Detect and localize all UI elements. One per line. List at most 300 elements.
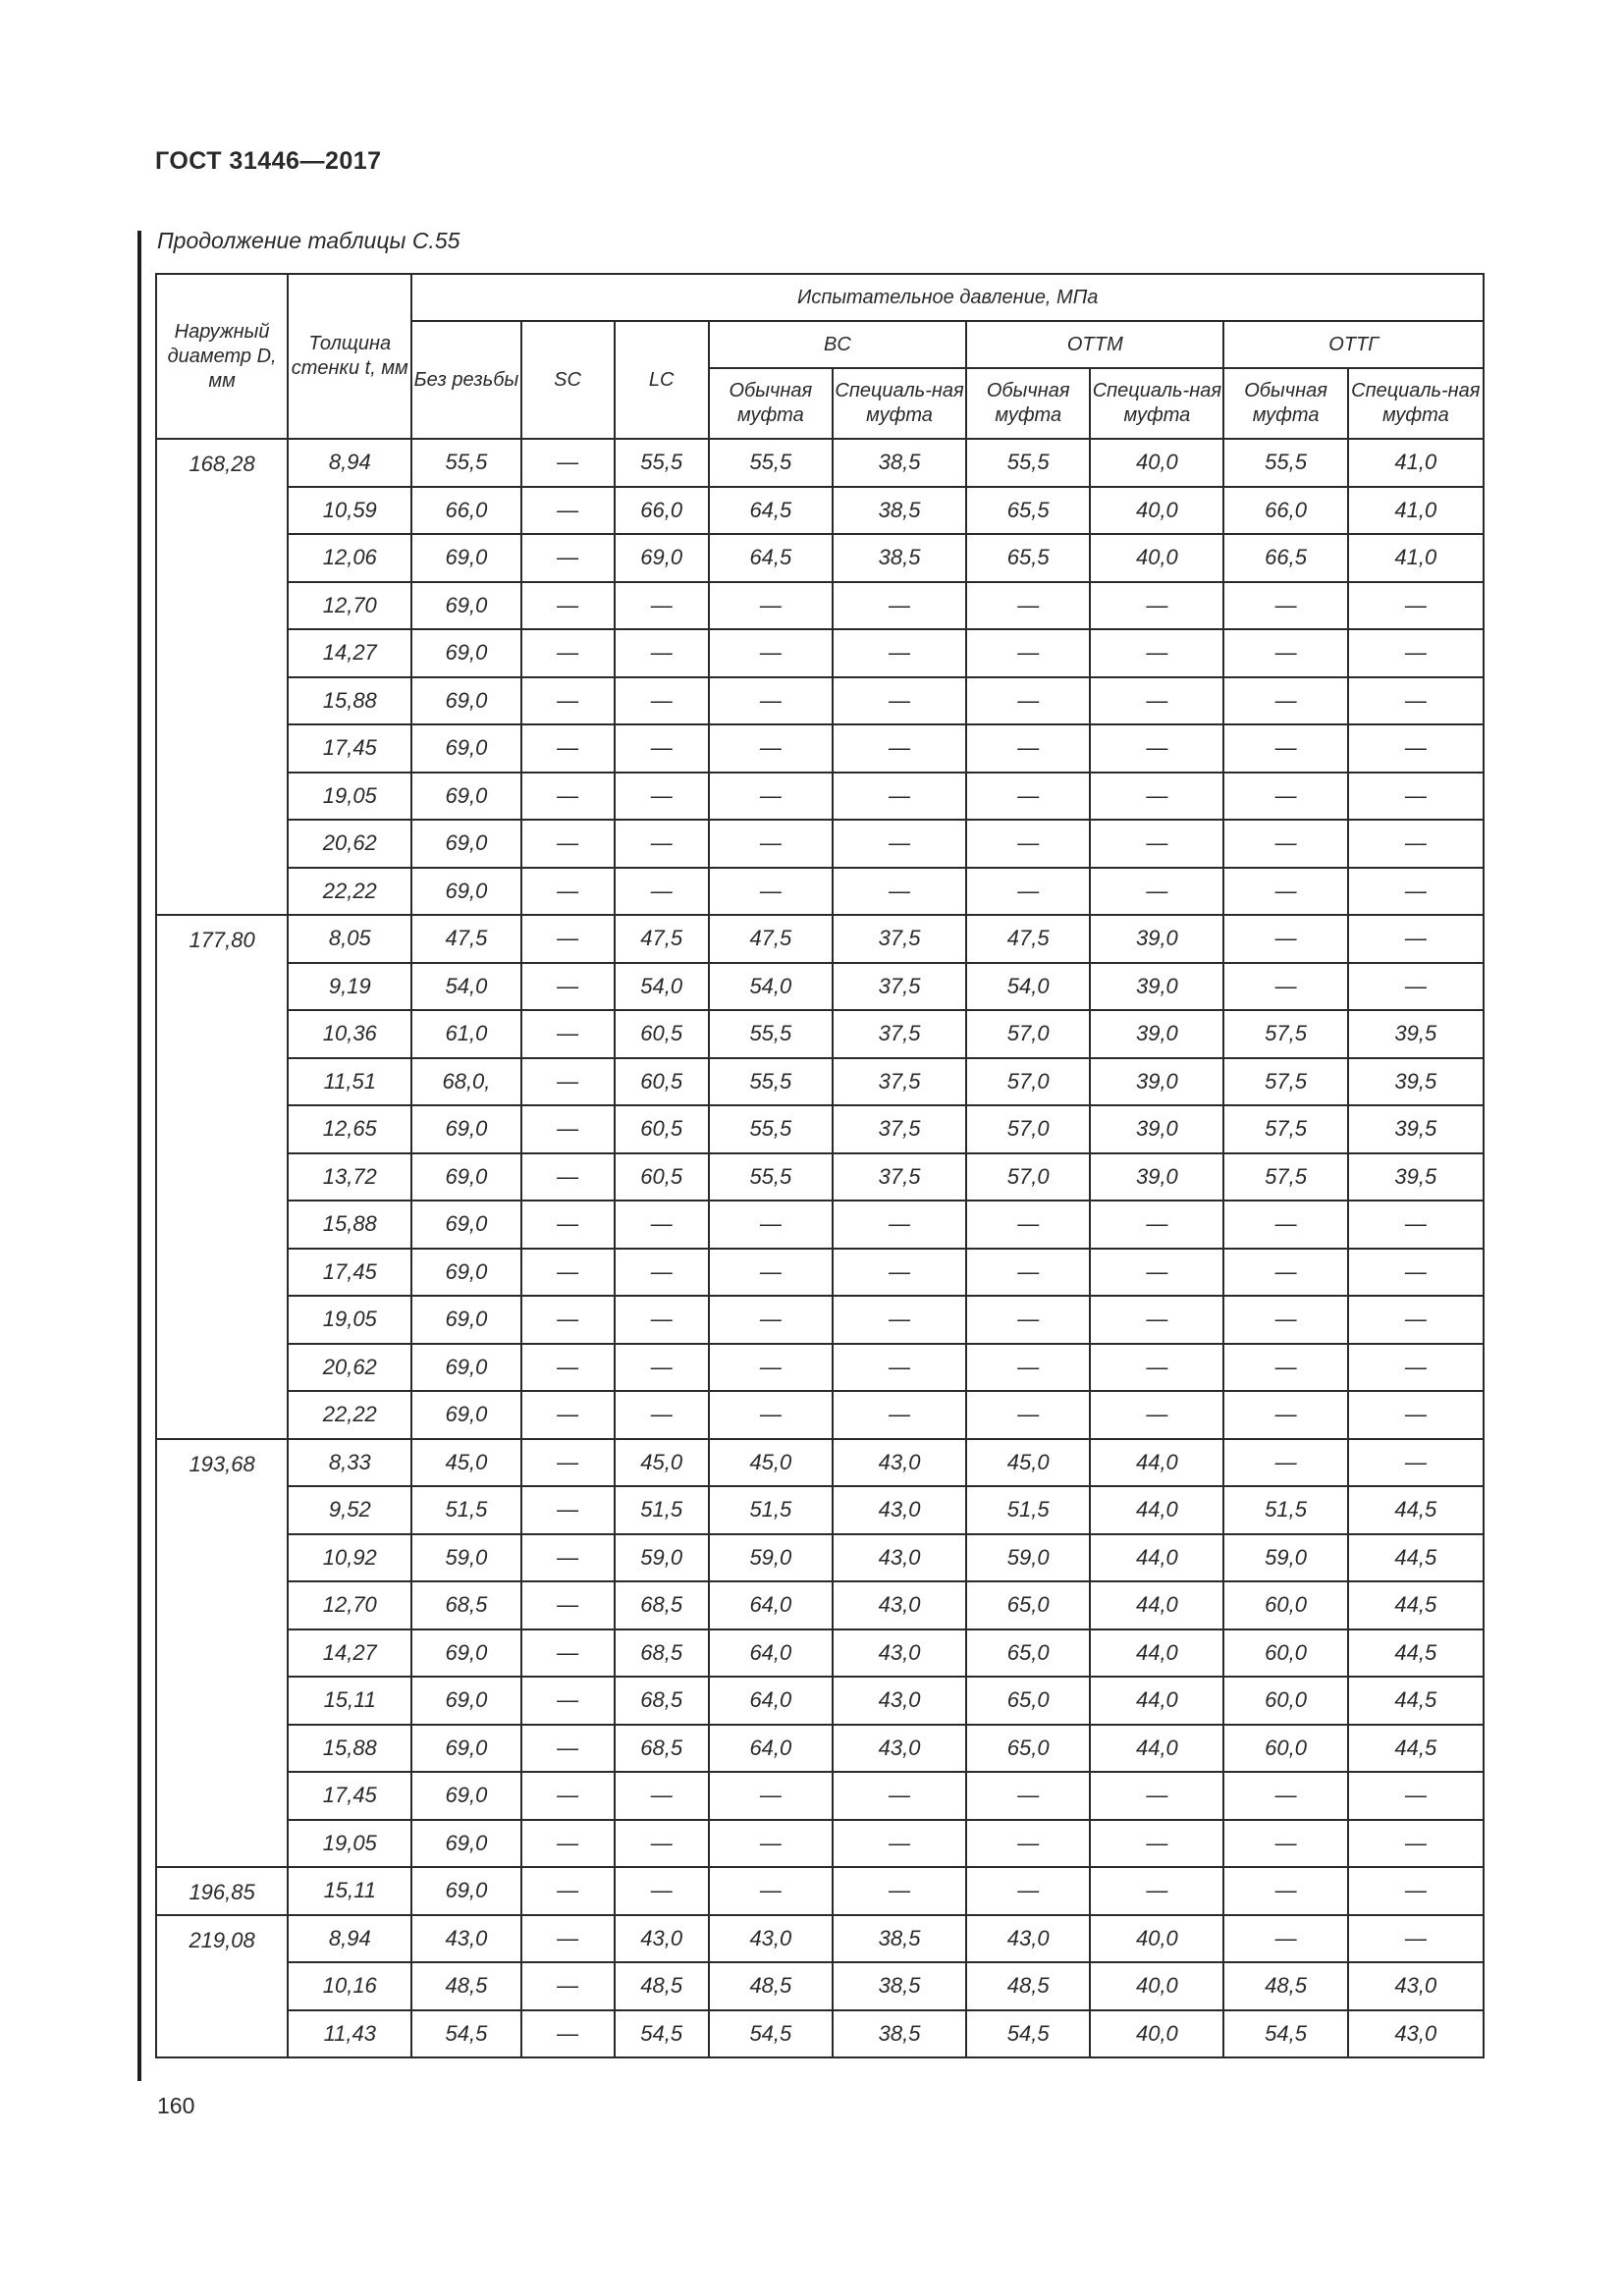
pressure-cell: — xyxy=(833,1296,966,1344)
pressure-cell: 69,0 xyxy=(411,677,520,725)
pressure-cell: 38,5 xyxy=(833,2010,966,2058)
pressure-cell: 65,0 xyxy=(966,1677,1090,1725)
wall-thickness-cell: 13,72 xyxy=(288,1153,411,1201)
pressure-cell: — xyxy=(521,582,615,630)
pressure-cell: 43,0 xyxy=(833,1534,966,1582)
pressure-cell: — xyxy=(1090,582,1223,630)
wall-thickness-cell: 19,05 xyxy=(288,773,411,821)
pressure-cell: — xyxy=(1223,629,1347,677)
pressure-cell: — xyxy=(1348,1772,1484,1820)
wall-thickness-cell: 10,16 xyxy=(288,1962,411,2010)
wall-thickness-cell: 12,06 xyxy=(288,534,411,582)
pressure-cell: — xyxy=(833,1772,966,1820)
pressure-cell: 54,5 xyxy=(411,2010,520,2058)
pressure-cell: — xyxy=(966,582,1090,630)
pressure-cell: 57,0 xyxy=(966,1058,1090,1106)
header-ottg-normal: Обычная муфта xyxy=(1223,368,1347,439)
wall-thickness-cell: 10,36 xyxy=(288,1010,411,1058)
pressure-cell: 59,0 xyxy=(411,1534,520,1582)
pressure-cell: — xyxy=(966,1772,1090,1820)
pressure-cell: — xyxy=(1348,1201,1484,1249)
pressure-cell: — xyxy=(521,1486,615,1534)
pressure-cell: — xyxy=(1090,724,1223,773)
wall-thickness-cell: 14,27 xyxy=(288,1629,411,1678)
pressure-cell: 44,0 xyxy=(1090,1629,1223,1678)
pressure-cell: 66,5 xyxy=(1223,534,1347,582)
pressure-cell: 43,0 xyxy=(833,1677,966,1725)
pressure-cell: 44,0 xyxy=(1090,1534,1223,1582)
pressure-cell: — xyxy=(966,1867,1090,1915)
wall-thickness-cell: 10,92 xyxy=(288,1534,411,1582)
pressure-cell: — xyxy=(521,773,615,821)
pressure-cell: 45,0 xyxy=(966,1439,1090,1487)
pressure-cell: — xyxy=(1348,1296,1484,1344)
pressure-cell: — xyxy=(709,1249,833,1297)
pressure-cell: 54,5 xyxy=(709,2010,833,2058)
table-row xyxy=(156,487,1484,535)
pressure-cell: 41,0 xyxy=(1348,487,1484,535)
pressure-cell: — xyxy=(709,724,833,773)
pressure-cell: — xyxy=(1348,724,1484,773)
pressure-cell: — xyxy=(1348,582,1484,630)
pressure-cell: — xyxy=(521,1391,615,1439)
pressure-cell: — xyxy=(833,820,966,868)
pressure-cell: 40,0 xyxy=(1090,439,1223,487)
pressure-cell: 48,5 xyxy=(709,1962,833,2010)
pressure-cell: 39,0 xyxy=(1090,1010,1223,1058)
pressure-cell: — xyxy=(1223,582,1347,630)
pressure-cell: — xyxy=(1223,1201,1347,1249)
pressure-cell: 55,5 xyxy=(709,1153,833,1201)
pressure-cell: — xyxy=(1090,1391,1223,1439)
table-row xyxy=(156,1058,1484,1106)
pressure-table xyxy=(155,273,1485,2058)
pressure-cell: — xyxy=(1348,963,1484,1011)
wall-thickness-cell: 9,19 xyxy=(288,963,411,1011)
pressure-cell: 59,0 xyxy=(1223,1534,1347,1582)
table-row xyxy=(156,1153,1484,1201)
pressure-cell: 69,0 xyxy=(411,629,520,677)
pressure-cell: 44,5 xyxy=(1348,1677,1484,1725)
header-lc: LC xyxy=(615,321,709,439)
pressure-cell: 43,0 xyxy=(833,1486,966,1534)
pressure-cell: 69,0 xyxy=(411,1391,520,1439)
pressure-cell: 55,5 xyxy=(615,439,709,487)
pressure-cell: 69,0 xyxy=(411,1677,520,1725)
header-wall-thickness: Толщина стенки t, мм xyxy=(288,274,411,439)
header-ottm: ОТТМ xyxy=(966,321,1223,368)
pressure-cell: — xyxy=(833,1344,966,1392)
pressure-cell: — xyxy=(709,1867,833,1915)
wall-thickness-cell: 12,65 xyxy=(288,1105,411,1153)
pressure-cell: 45,0 xyxy=(411,1439,520,1487)
pressure-cell: — xyxy=(1090,820,1223,868)
pressure-cell: — xyxy=(1090,1344,1223,1392)
header-test-pressure: Испытательное давление, МПа xyxy=(411,274,1484,321)
pressure-cell: — xyxy=(833,1867,966,1915)
pressure-cell: — xyxy=(833,868,966,916)
wall-thickness-cell: 9,52 xyxy=(288,1486,411,1534)
pressure-cell: 48,5 xyxy=(966,1962,1090,2010)
pressure-cell: — xyxy=(521,963,615,1011)
table-row xyxy=(156,1820,1484,1868)
pressure-cell: 69,0 xyxy=(411,868,520,916)
pressure-cell: 57,5 xyxy=(1223,1153,1347,1201)
pressure-cell: 51,5 xyxy=(615,1486,709,1534)
wall-thickness-cell: 17,45 xyxy=(288,724,411,773)
pressure-cell: — xyxy=(615,629,709,677)
pressure-cell: 44,5 xyxy=(1348,1725,1484,1773)
wall-thickness-cell: 8,94 xyxy=(288,1915,411,1963)
pressure-cell: — xyxy=(966,1344,1090,1392)
pressure-cell: 37,5 xyxy=(833,1010,966,1058)
pressure-cell: 55,5 xyxy=(709,1105,833,1153)
pressure-cell: — xyxy=(521,1962,615,2010)
pressure-cell: 55,5 xyxy=(709,1058,833,1106)
pressure-cell: — xyxy=(521,1249,615,1297)
table-row xyxy=(156,1486,1484,1534)
pressure-cell: 39,5 xyxy=(1348,1153,1484,1201)
pressure-cell: 44,0 xyxy=(1090,1439,1223,1487)
pressure-cell: — xyxy=(1348,629,1484,677)
pressure-cell: 69,0 xyxy=(411,1105,520,1153)
pressure-cell: — xyxy=(1223,868,1347,916)
table-row xyxy=(156,1296,1484,1344)
pressure-cell: — xyxy=(521,1439,615,1487)
pressure-cell: — xyxy=(709,1296,833,1344)
pressure-cell: — xyxy=(966,1391,1090,1439)
pressure-cell: — xyxy=(1348,915,1484,963)
header-bc: BC xyxy=(709,321,966,368)
wall-thickness-cell: 15,88 xyxy=(288,677,411,725)
pressure-cell: — xyxy=(1090,773,1223,821)
pressure-cell: — xyxy=(521,1201,615,1249)
pressure-cell: — xyxy=(1348,1391,1484,1439)
header-outer-diameter: Наружный диаметр D, мм xyxy=(156,274,288,439)
table-row xyxy=(156,915,1484,963)
pressure-cell: — xyxy=(521,1534,615,1582)
pressure-cell: 65,5 xyxy=(966,534,1090,582)
pressure-cell: 55,5 xyxy=(411,439,520,487)
pressure-cell: 64,5 xyxy=(709,487,833,535)
pressure-cell: — xyxy=(1223,820,1347,868)
pressure-cell: — xyxy=(1223,1820,1347,1868)
page-number: 160 xyxy=(157,2093,195,2118)
revision-bar xyxy=(137,231,141,2081)
pressure-cell: — xyxy=(521,868,615,916)
pressure-cell: — xyxy=(966,1296,1090,1344)
pressure-cell: 43,0 xyxy=(709,1915,833,1963)
table-row xyxy=(156,439,1484,487)
pressure-cell: 44,5 xyxy=(1348,1534,1484,1582)
pressure-cell: 55,5 xyxy=(1223,439,1347,487)
pressure-cell: 69,0 xyxy=(411,1296,520,1344)
pressure-cell: — xyxy=(521,1915,615,1963)
pressure-cell: 69,0 xyxy=(411,582,520,630)
wall-thickness-cell: 17,45 xyxy=(288,1772,411,1820)
pressure-cell: 39,5 xyxy=(1348,1105,1484,1153)
pressure-cell: 44,0 xyxy=(1090,1486,1223,1534)
pressure-cell: 54,0 xyxy=(411,963,520,1011)
pressure-cell: 40,0 xyxy=(1090,1962,1223,2010)
pressure-cell: — xyxy=(615,1772,709,1820)
wall-thickness-cell: 15,11 xyxy=(288,1677,411,1725)
pressure-cell: 59,0 xyxy=(966,1534,1090,1582)
pressure-cell: 45,0 xyxy=(709,1439,833,1487)
pressure-cell: 69,0 xyxy=(411,1201,520,1249)
pressure-cell: — xyxy=(521,1105,615,1153)
pressure-cell: — xyxy=(966,1820,1090,1868)
pressure-cell: 65,0 xyxy=(966,1725,1090,1773)
pressure-cell: 66,0 xyxy=(615,487,709,535)
pressure-cell: — xyxy=(521,1581,615,1629)
pressure-cell: 55,5 xyxy=(709,1010,833,1058)
pressure-cell: 69,0 xyxy=(411,1867,520,1915)
pressure-cell: — xyxy=(833,1201,966,1249)
pressure-cell: 69,0 xyxy=(615,534,709,582)
pressure-cell: — xyxy=(709,1201,833,1249)
pressure-cell: 39,5 xyxy=(1348,1010,1484,1058)
pressure-cell: — xyxy=(709,868,833,916)
header-bc-special: Специаль-ная муфта xyxy=(833,368,966,439)
outer-diameter-cell: 219,08 xyxy=(156,1915,288,2058)
pressure-cell: 60,0 xyxy=(1223,1629,1347,1678)
pressure-cell: — xyxy=(615,773,709,821)
wall-thickness-cell: 11,43 xyxy=(288,2010,411,2058)
pressure-cell: — xyxy=(709,1391,833,1439)
pressure-cell: 69,0 xyxy=(411,1344,520,1392)
wall-thickness-cell: 15,11 xyxy=(288,1867,411,1915)
pressure-cell: — xyxy=(1223,677,1347,725)
pressure-cell: — xyxy=(521,1725,615,1773)
table-row xyxy=(156,1962,1484,2010)
wall-thickness-cell: 22,22 xyxy=(288,1391,411,1439)
pressure-cell: 37,5 xyxy=(833,1058,966,1106)
pressure-cell: 37,5 xyxy=(833,1153,966,1201)
table-row xyxy=(156,629,1484,677)
pressure-cell: 47,5 xyxy=(966,915,1090,963)
wall-thickness-cell: 22,22 xyxy=(288,868,411,916)
pressure-cell: — xyxy=(1090,677,1223,725)
pressure-cell: — xyxy=(1348,773,1484,821)
outer-diameter-cell: 196,85 xyxy=(156,1867,288,1915)
table-row xyxy=(156,1439,1484,1487)
table-row xyxy=(156,2010,1484,2058)
pressure-cell: 51,5 xyxy=(709,1486,833,1534)
pressure-cell: 38,5 xyxy=(833,534,966,582)
header-ottg: ОТТГ xyxy=(1223,321,1484,368)
pressure-cell: 43,0 xyxy=(833,1439,966,1487)
pressure-cell: 41,0 xyxy=(1348,534,1484,582)
table-row xyxy=(156,1629,1484,1678)
pressure-cell: 65,0 xyxy=(966,1581,1090,1629)
pressure-cell: 39,0 xyxy=(1090,1105,1223,1153)
table-row xyxy=(156,582,1484,630)
table-row xyxy=(156,1391,1484,1439)
pressure-cell: — xyxy=(615,1820,709,1868)
wall-thickness-cell: 20,62 xyxy=(288,1344,411,1392)
pressure-cell: 48,5 xyxy=(1223,1962,1347,2010)
pressure-cell: 60,0 xyxy=(1223,1581,1347,1629)
pressure-cell: 69,0 xyxy=(411,1249,520,1297)
pressure-cell: — xyxy=(521,487,615,535)
pressure-cell: — xyxy=(1223,1439,1347,1487)
pressure-cell: 68,5 xyxy=(411,1581,520,1629)
pressure-cell: — xyxy=(615,677,709,725)
pressure-cell: — xyxy=(521,1677,615,1725)
pressure-cell: — xyxy=(1223,1249,1347,1297)
table-body xyxy=(156,439,1484,2057)
pressure-cell: 44,0 xyxy=(1090,1725,1223,1773)
pressure-cell: 38,5 xyxy=(833,439,966,487)
pressure-cell: 61,0 xyxy=(411,1010,520,1058)
pressure-cell: — xyxy=(1348,1867,1484,1915)
pressure-cell: — xyxy=(833,582,966,630)
pressure-cell: 68,5 xyxy=(615,1677,709,1725)
table-row xyxy=(156,724,1484,773)
pressure-cell: — xyxy=(615,868,709,916)
pressure-cell: 60,5 xyxy=(615,1010,709,1058)
header-ottm-special: Специаль-ная муфта xyxy=(1090,368,1223,439)
pressure-cell: 41,0 xyxy=(1348,439,1484,487)
table-row xyxy=(156,1772,1484,1820)
pressure-cell: — xyxy=(709,1820,833,1868)
table-row xyxy=(156,868,1484,916)
pressure-cell: — xyxy=(1223,915,1347,963)
pressure-cell: 43,0 xyxy=(833,1629,966,1678)
pressure-cell: — xyxy=(966,868,1090,916)
pressure-cell: 44,0 xyxy=(1090,1581,1223,1629)
table-row xyxy=(156,534,1484,582)
pressure-cell: — xyxy=(615,1296,709,1344)
table-row xyxy=(156,1534,1484,1582)
pressure-cell: — xyxy=(521,1344,615,1392)
pressure-cell: 69,0 xyxy=(411,1772,520,1820)
pressure-cell: 39,0 xyxy=(1090,915,1223,963)
table-row xyxy=(156,1010,1484,1058)
header-unthreaded: Без резьбы xyxy=(411,321,520,439)
pressure-cell: 38,5 xyxy=(833,1962,966,2010)
document-code: ГОСТ 31446—2017 xyxy=(155,147,382,175)
wall-thickness-cell: 8,05 xyxy=(288,915,411,963)
pressure-cell: — xyxy=(1348,868,1484,916)
pressure-cell: — xyxy=(709,820,833,868)
pressure-cell: — xyxy=(521,820,615,868)
pressure-cell: — xyxy=(521,724,615,773)
pressure-cell: 69,0 xyxy=(411,1725,520,1773)
pressure-cell: 60,5 xyxy=(615,1058,709,1106)
pressure-cell: — xyxy=(1090,1772,1223,1820)
pressure-cell: — xyxy=(521,1153,615,1201)
header-ottg-special: Специаль-ная муфта xyxy=(1348,368,1484,439)
pressure-cell: 39,0 xyxy=(1090,1153,1223,1201)
pressure-cell: 48,5 xyxy=(411,1962,520,2010)
wall-thickness-cell: 8,94 xyxy=(288,439,411,487)
pressure-cell: — xyxy=(615,1391,709,1439)
pressure-cell: — xyxy=(1090,1820,1223,1868)
pressure-cell: 40,0 xyxy=(1090,2010,1223,2058)
pressure-cell: — xyxy=(1348,1344,1484,1392)
pressure-cell: — xyxy=(966,724,1090,773)
pressure-cell: 38,5 xyxy=(833,487,966,535)
pressure-cell: 39,0 xyxy=(1090,963,1223,1011)
pressure-cell: 69,0 xyxy=(411,724,520,773)
table-row xyxy=(156,820,1484,868)
pressure-cell: 68,5 xyxy=(615,1629,709,1678)
pressure-cell: 66,0 xyxy=(1223,487,1347,535)
wall-thickness-cell: 15,88 xyxy=(288,1201,411,1249)
pressure-cell: — xyxy=(709,773,833,821)
pressure-cell: 51,5 xyxy=(1223,1486,1347,1534)
header-ottm-normal: Обычная муфта xyxy=(966,368,1090,439)
pressure-cell: 68,5 xyxy=(615,1725,709,1773)
wall-thickness-cell: 8,33 xyxy=(288,1439,411,1487)
wall-thickness-cell: 12,70 xyxy=(288,1581,411,1629)
pressure-cell: — xyxy=(1348,677,1484,725)
pressure-cell: 68,0, xyxy=(411,1058,520,1106)
pressure-cell: — xyxy=(615,1867,709,1915)
pressure-cell: 60,5 xyxy=(615,1153,709,1201)
pressure-cell: 55,5 xyxy=(709,439,833,487)
pressure-cell: — xyxy=(966,1201,1090,1249)
pressure-cell: — xyxy=(615,582,709,630)
pressure-cell: — xyxy=(1223,1915,1347,1963)
pressure-cell: 54,5 xyxy=(1223,2010,1347,2058)
pressure-cell: 57,5 xyxy=(1223,1105,1347,1153)
pressure-cell: 69,0 xyxy=(411,1629,520,1678)
pressure-cell: 59,0 xyxy=(709,1534,833,1582)
pressure-cell: — xyxy=(1090,1249,1223,1297)
pressure-cell: 37,5 xyxy=(833,963,966,1011)
pressure-cell: — xyxy=(1090,1296,1223,1344)
table-row xyxy=(156,1867,1484,1915)
wall-thickness-cell: 19,05 xyxy=(288,1820,411,1868)
pressure-cell: 64,0 xyxy=(709,1629,833,1678)
table-row xyxy=(156,963,1484,1011)
table-row xyxy=(156,1201,1484,1249)
pressure-cell: — xyxy=(521,1058,615,1106)
pressure-cell: — xyxy=(966,629,1090,677)
pressure-cell: 68,5 xyxy=(615,1581,709,1629)
pressure-cell: — xyxy=(1223,1391,1347,1439)
pressure-cell: 43,0 xyxy=(833,1581,966,1629)
pressure-cell: — xyxy=(966,773,1090,821)
pressure-cell: — xyxy=(1090,1201,1223,1249)
header-sc: SC xyxy=(521,321,615,439)
pressure-cell: — xyxy=(1223,1867,1347,1915)
pressure-cell: 51,5 xyxy=(966,1486,1090,1534)
wall-thickness-cell: 15,88 xyxy=(288,1725,411,1773)
pressure-cell: — xyxy=(521,1629,615,1678)
wall-thickness-cell: 14,27 xyxy=(288,629,411,677)
table-row xyxy=(156,1105,1484,1153)
table-row xyxy=(156,1581,1484,1629)
pressure-cell: — xyxy=(833,629,966,677)
pressure-cell: 40,0 xyxy=(1090,1915,1223,1963)
outer-diameter-cell: 168,28 xyxy=(156,439,288,915)
pressure-cell: — xyxy=(709,1772,833,1820)
pressure-cell: 57,0 xyxy=(966,1153,1090,1201)
pressure-cell: 43,0 xyxy=(411,1915,520,1963)
pressure-cell: 60,0 xyxy=(1223,1725,1347,1773)
pressure-cell: — xyxy=(1348,1915,1484,1963)
wall-thickness-cell: 17,45 xyxy=(288,1249,411,1297)
pressure-cell: 59,0 xyxy=(615,1534,709,1582)
wall-thickness-cell: 12,70 xyxy=(288,582,411,630)
pressure-cell: 57,0 xyxy=(966,1010,1090,1058)
pressure-cell: — xyxy=(521,1867,615,1915)
pressure-cell: — xyxy=(615,1201,709,1249)
